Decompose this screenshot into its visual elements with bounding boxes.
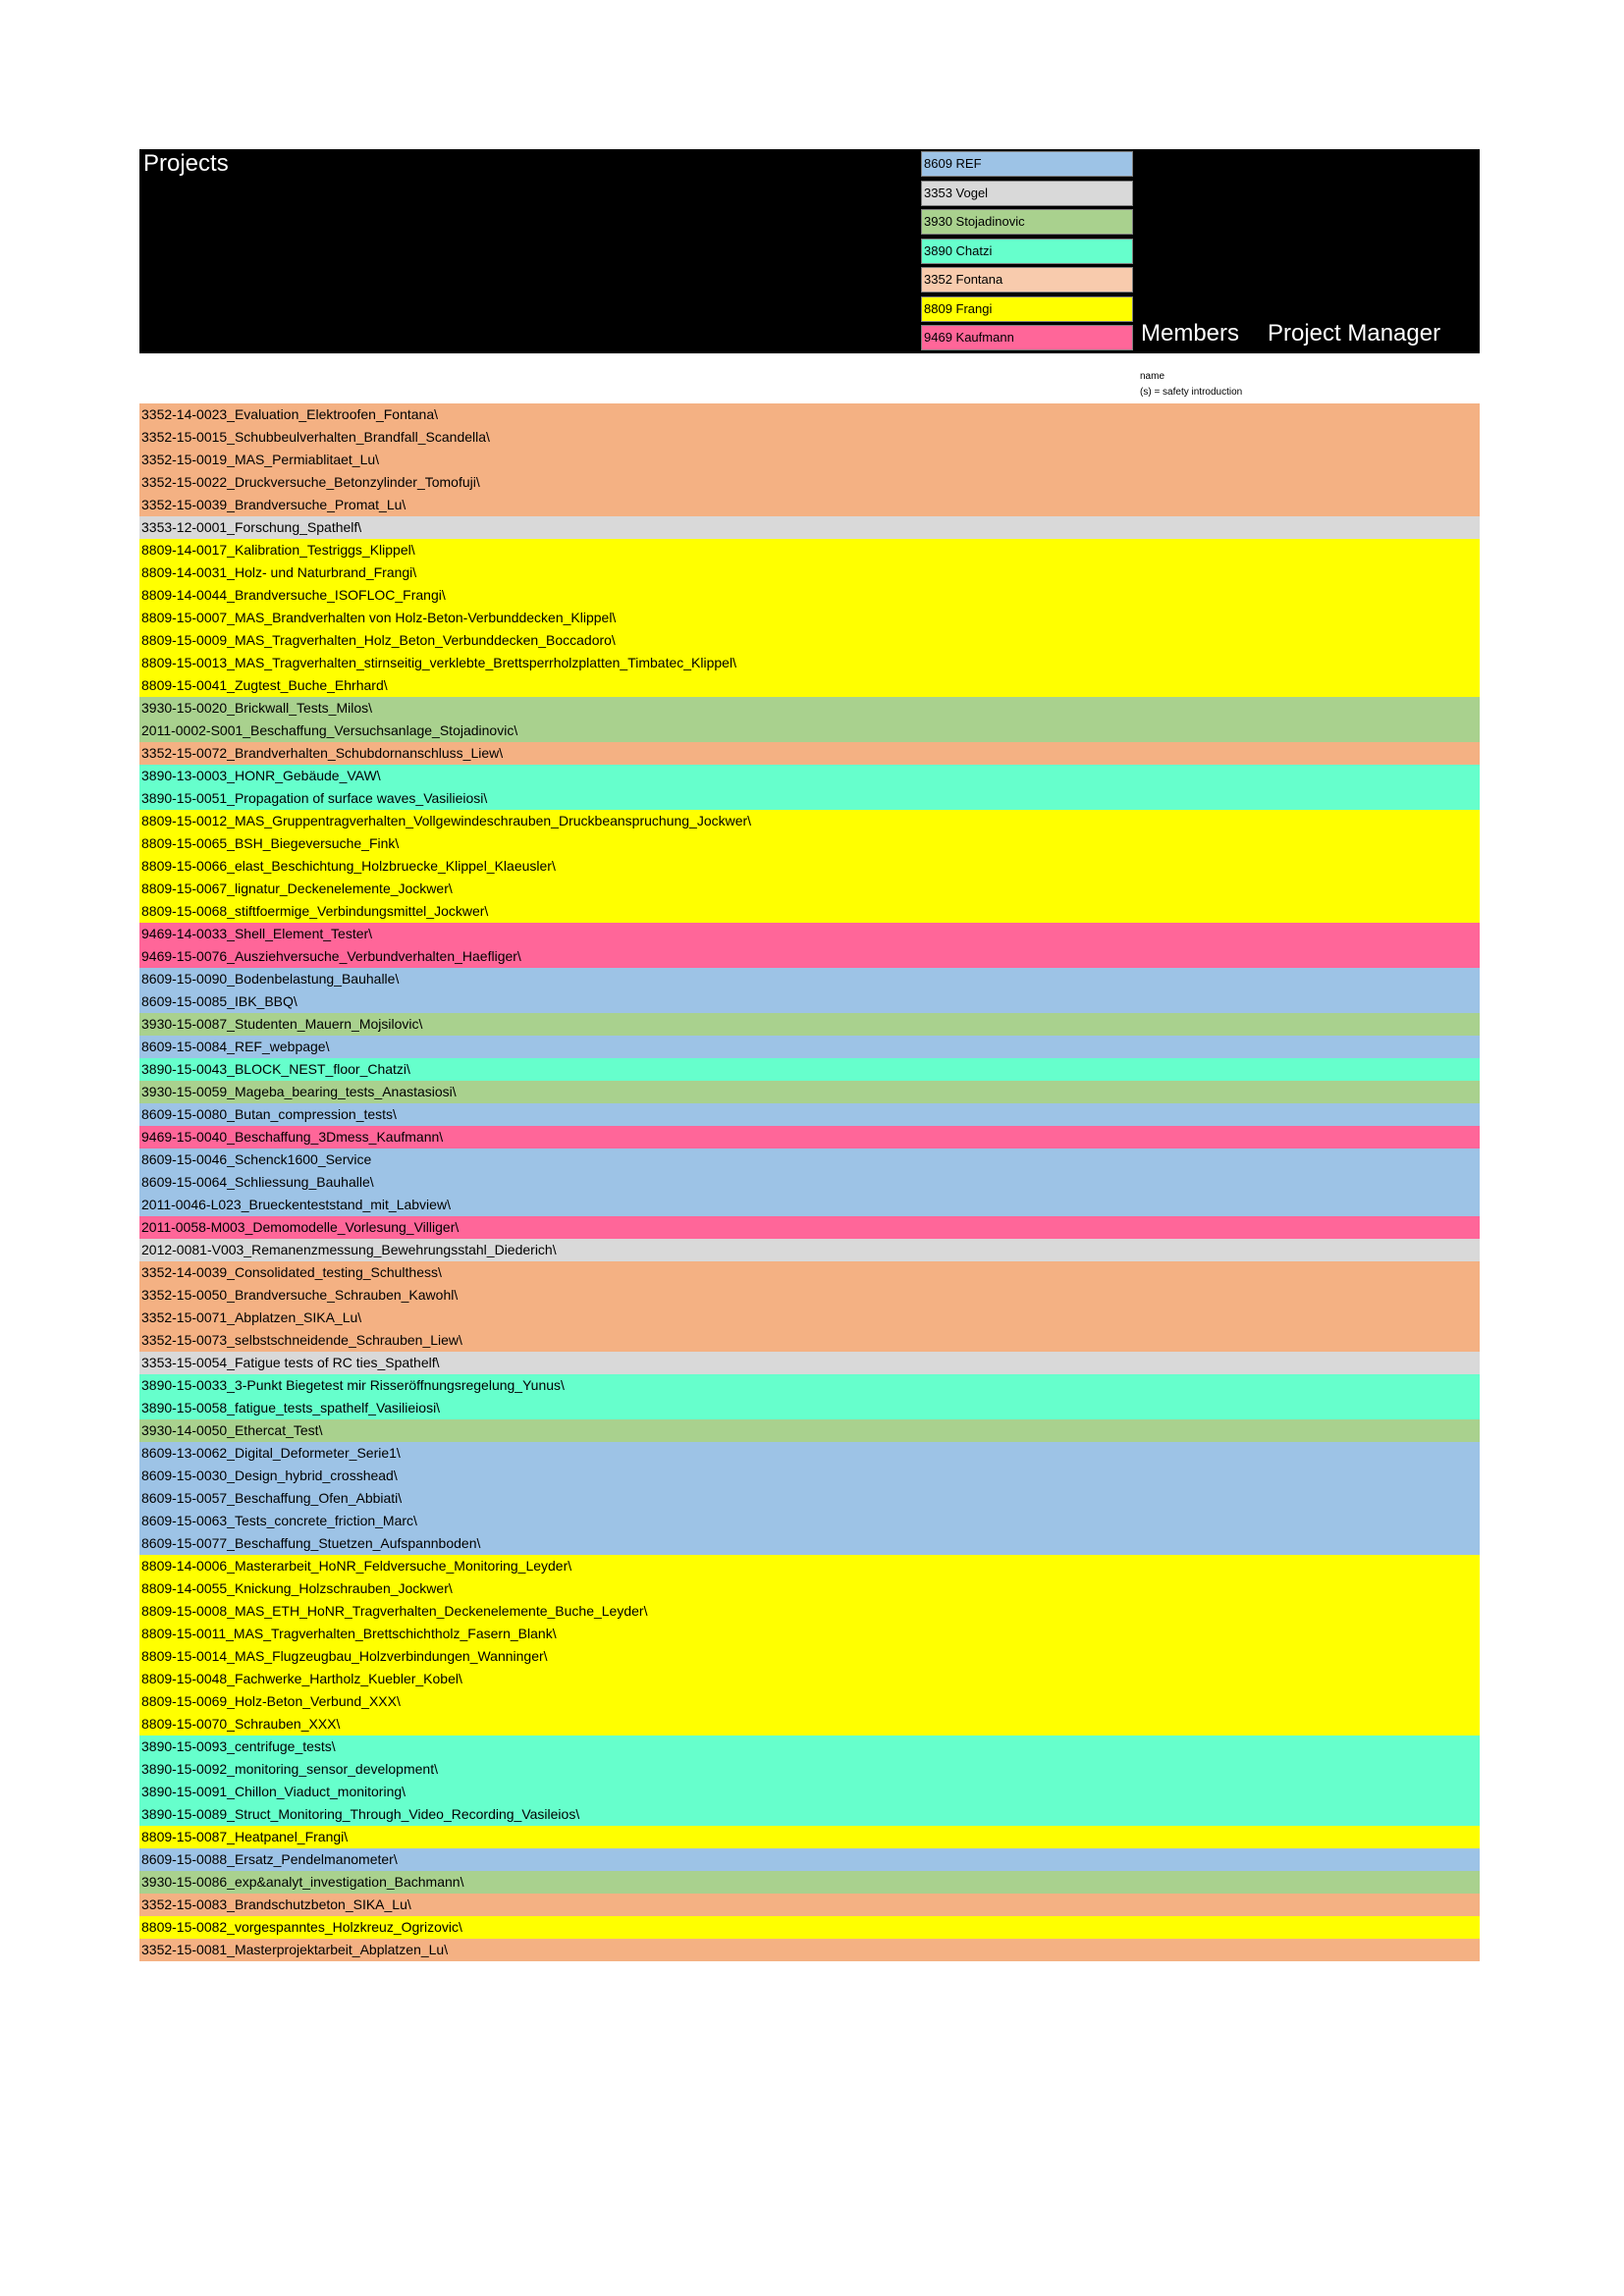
project-row: 3352-15-0022_Druckversuche_Betonzylinder_Tomofuji\ — [139, 471, 1480, 494]
project-row: 3352-15-0072_Brandverhalten_Schubdornanschluss_Liew\ — [139, 742, 1480, 765]
project-row: 9469-14-0033_Shell_Element_Tester\ — [139, 923, 1480, 945]
project-row: 8809-15-0048_Fachwerke_Hartholz_Kuebler_Kobel\ — [139, 1668, 1480, 1690]
legend-item: 3352 Fontana — [921, 267, 1133, 293]
legend-item: 8809 Frangi — [921, 296, 1133, 322]
project-row: 2011-0002-S001_Beschaffung_Versuchsanlage_Stojadinovic\ — [139, 720, 1480, 742]
project-row: 3353-12-0001_Forschung_Spathelf\ — [139, 516, 1480, 539]
project-row: 8609-15-0088_Ersatz_Pendelmanometer\ — [139, 1848, 1480, 1871]
project-row: 3352-14-0039_Consolidated_testing_Schulthess\ — [139, 1261, 1480, 1284]
projects-header — [139, 149, 1480, 353]
project-row: 3890-15-0092_monitoring_sensor_development\ — [139, 1758, 1480, 1781]
project-row: 8609-15-0084_REF_webpage\ — [139, 1036, 1480, 1058]
project-row: 8809-15-0065_BSH_Biegeversuche_Fink\ — [139, 832, 1480, 855]
legend-item: 8609 REF — [921, 151, 1133, 177]
project-row: 8809-15-0008_MAS_ETH_HoNR_Tragverhalten_Deckenelemente_Buche_Leyder\ — [139, 1600, 1480, 1623]
project-row: 8809-15-0082_vorgespanntes_Holzkreuz_Ogrizovic\ — [139, 1916, 1480, 1939]
project-row: 3930-14-0050_Ethercat_Test\ — [139, 1419, 1480, 1442]
project-row: 3930-15-0087_Studenten_Mauern_Mojsilovic\ — [139, 1013, 1480, 1036]
project-row: 8609-15-0046_Schenck1600_Service — [139, 1148, 1480, 1171]
project-row: 8809-15-0007_MAS_Brandverhalten von Holz-Beton-Verbunddecken_Klippel\ — [139, 607, 1480, 629]
project-row: 8609-15-0077_Beschaffung_Stuetzen_Aufspannboden\ — [139, 1532, 1480, 1555]
project-row: 3352-15-0050_Brandversuche_Schrauben_Kawohl\ — [139, 1284, 1480, 1307]
project-row: 8809-15-0011_MAS_Tragverhalten_Brettschichtholz_Fasern_Blank\ — [139, 1623, 1480, 1645]
project-row: 3352-15-0083_Brandschutzbeton_SIKA_Lu\ — [139, 1894, 1480, 1916]
legend-item: 3353 Vogel — [921, 181, 1133, 206]
note-safety-introduction: (s) = safety introduction — [1140, 387, 1243, 398]
project-row: 8609-15-0090_Bodenbelastung_Bauhalle\ — [139, 968, 1480, 990]
project-row: 8809-15-0014_MAS_Flugzeugbau_Holzverbindungen_Wanninger\ — [139, 1645, 1480, 1668]
projects-title: Projects — [143, 150, 229, 177]
project-list — [139, 403, 1480, 1961]
project-row: 8809-14-0017_Kalibration_Testriggs_Klippel\ — [139, 539, 1480, 561]
project-row: 3352-15-0071_Abplatzen_SIKA_Lu\ — [139, 1307, 1480, 1329]
project-row: 8809-14-0044_Brandversuche_ISOFLOC_Frangi\ — [139, 584, 1480, 607]
project-row: 8609-15-0085_IBK_BBQ\ — [139, 990, 1480, 1013]
project-row: 8609-13-0062_Digital_Deformeter_Serie1\ — [139, 1442, 1480, 1465]
project-row: 2011-0046-L023_Brueckenteststand_mit_Labview\ — [139, 1194, 1480, 1216]
project-row: 8809-15-0041_Zugtest_Buche_Ehrhard\ — [139, 674, 1480, 697]
project-row: 8609-15-0080_Butan_compression_tests\ — [139, 1103, 1480, 1126]
project-row: 8609-15-0064_Schliessung_Bauhalle\ — [139, 1171, 1480, 1194]
project-row: 8609-15-0063_Tests_concrete_friction_Marc\ — [139, 1510, 1480, 1532]
project-row: 3930-15-0020_Brickwall_Tests_Milos\ — [139, 697, 1480, 720]
project-row: 3930-15-0086_exp&analyt_investigation_Bachmann\ — [139, 1871, 1480, 1894]
project-row: 3890-15-0033_3-Punkt Biegetest mir Risseröffnungsregelung_Yunus\ — [139, 1374, 1480, 1397]
project-row: 2011-0058-M003_Demomodelle_Vorlesung_Villiger\ — [139, 1216, 1480, 1239]
project-row: 8809-15-0070_Schrauben_XXX\ — [139, 1713, 1480, 1735]
note-name: name — [1140, 371, 1165, 382]
project-row: 8809-14-0055_Knickung_Holzschrauben_Jockwer\ — [139, 1577, 1480, 1600]
project-row: 8609-15-0030_Design_hybrid_crosshead\ — [139, 1465, 1480, 1487]
project-row: 3890-15-0093_centrifuge_tests\ — [139, 1735, 1480, 1758]
project-row: 3930-15-0059_Mageba_bearing_tests_Anastasiosi\ — [139, 1081, 1480, 1103]
project-row: 8809-14-0006_Masterarbeit_HoNR_Feldversuche_Monitoring_Leyder\ — [139, 1555, 1480, 1577]
project-row: 3352-15-0081_Masterprojektarbeit_Abplatzen_Lu\ — [139, 1939, 1480, 1961]
project-row: 3890-15-0058_fatigue_tests_spathelf_Vasilieiosi\ — [139, 1397, 1480, 1419]
member-legend — [921, 149, 1137, 353]
members-label: Members — [1141, 320, 1240, 347]
legend-item: 3890 Chatzi — [921, 239, 1133, 264]
project-row: 8609-15-0057_Beschaffung_Ofen_Abbiati\ — [139, 1487, 1480, 1510]
project-row: 8809-15-0067_lignatur_Deckenelemente_Jockwer\ — [139, 878, 1480, 900]
project-row: 3890-13-0003_HONR_Gebäude_VAW\ — [139, 765, 1480, 787]
project-row: 8809-14-0031_Holz- und Naturbrand_Frangi\ — [139, 561, 1480, 584]
project-row: 8809-15-0069_Holz-Beton_Verbund_XXX\ — [139, 1690, 1480, 1713]
project-row: 3352-15-0015_Schubbeulverhalten_Brandfall_Scandella\ — [139, 426, 1480, 449]
project-row: 3352-14-0023_Evaluation_Elektroofen_Fontana\ — [139, 403, 1480, 426]
project-manager-label: Project Manager — [1268, 320, 1441, 347]
project-row: 8809-15-0068_stiftfoermige_Verbindungsmittel_Jockwer\ — [139, 900, 1480, 923]
project-row: 3890-15-0043_BLOCK_NEST_floor_Chatzi\ — [139, 1058, 1480, 1081]
project-row: 3890-15-0051_Propagation of surface waves_Vasilieiosi\ — [139, 787, 1480, 810]
project-row: 8809-15-0066_elast_Beschichtung_Holzbruecke_Klippel_Klaeusler\ — [139, 855, 1480, 878]
project-row: 3353-15-0054_Fatigue tests of RC ties_Spathelf\ — [139, 1352, 1480, 1374]
project-row: 8809-15-0087_Heatpanel_Frangi\ — [139, 1826, 1480, 1848]
project-row: 8809-15-0012_MAS_Gruppentragverhalten_Vollgewindeschrauben_Druckbeanspruchung_Jockwer\ — [139, 810, 1480, 832]
legend-item: 9469 Kaufmann — [921, 325, 1133, 350]
project-row: 8809-15-0009_MAS_Tragverhalten_Holz_Beton_Verbunddecken_Boccadoro\ — [139, 629, 1480, 652]
project-row: 2012-0081-V003_Remanenzmessung_Bewehrungsstahl_Diederich\ — [139, 1239, 1480, 1261]
project-row: 3890-15-0089_Struct_Monitoring_Through_Video_Recording_Vasileios\ — [139, 1803, 1480, 1826]
project-row: 8809-15-0013_MAS_Tragverhalten_stirnseitig_verklebte_Brettsperrholzplatten_Timbatec_Klippel\ — [139, 652, 1480, 674]
project-row: 3352-15-0039_Brandversuche_Promat_Lu\ — [139, 494, 1480, 516]
project-row: 3352-15-0019_MAS_Permiablitaet_Lu\ — [139, 449, 1480, 471]
legend-item: 3930 Stojadinovic — [921, 209, 1133, 235]
project-row: 3890-15-0091_Chillon_Viaduct_monitoring\ — [139, 1781, 1480, 1803]
project-row: 9469-15-0040_Beschaffung_3Dmess_Kaufmann\ — [139, 1126, 1480, 1148]
project-row: 9469-15-0076_Ausziehversuche_Verbundverhalten_Haefliger\ — [139, 945, 1480, 968]
project-row: 3352-15-0073_selbstschneidende_Schrauben_Liew\ — [139, 1329, 1480, 1352]
